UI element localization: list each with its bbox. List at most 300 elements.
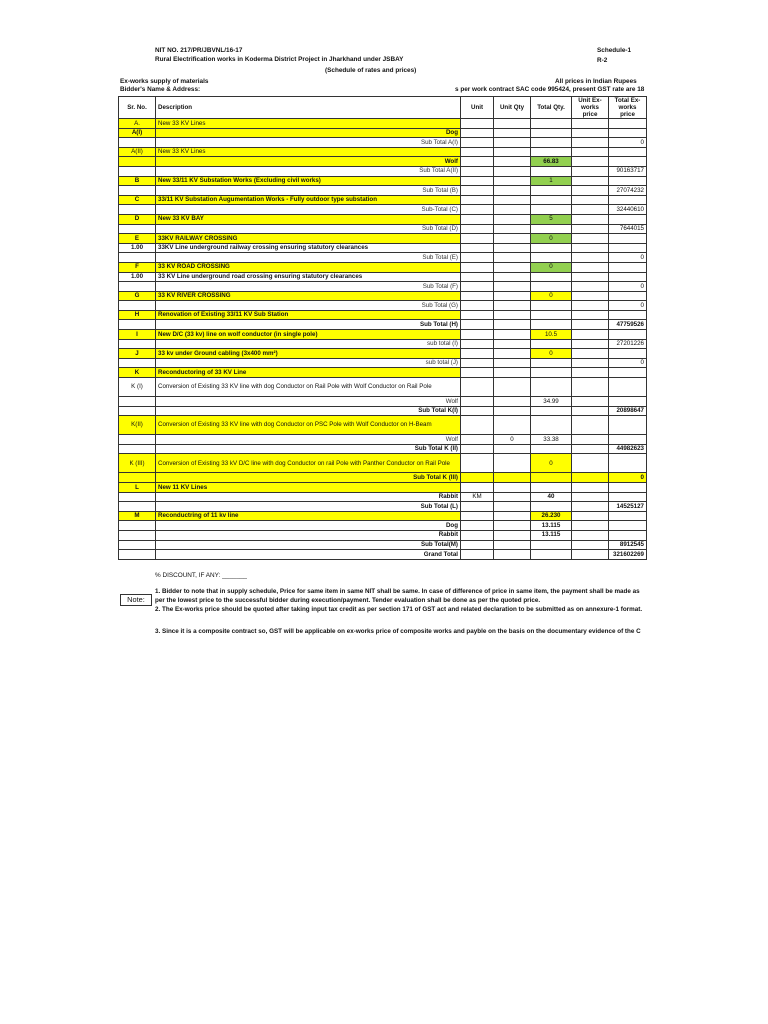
sr-no-cell: K (III) [119,454,156,473]
total-qty-cell [531,368,572,378]
description-cell: Dog [156,128,461,138]
table-row [119,320,647,330]
description-cell: Sub Total K (II) [156,444,461,454]
total-qty-cell [531,147,572,157]
unit-cell [461,368,494,378]
description-cell: Sub-Total (C) [156,205,461,215]
unit-qty-cell [494,416,531,435]
total-price-cell [609,435,647,445]
table-row [119,128,647,138]
sr-no-cell [119,406,156,416]
total-price-cell: 0 [609,358,647,368]
unit-cell [461,406,494,416]
unit-price-cell [572,166,609,176]
unit-cell [461,224,494,234]
supply-heading: Ex-works supply of materials [120,78,209,85]
description-cell: Sub Total (H) [156,320,461,330]
unit-price-cell [572,234,609,244]
schedule-number: Schedule-1 [597,47,632,54]
sr-no-cell [119,320,156,330]
sr-no-cell [119,339,156,349]
description-cell: 33 kv under Ground cabling (3x400 mm²) [156,349,461,359]
unit-cell [461,521,494,531]
note-3: 3. Since it is a composite contract so, GST will be applicable on ex-works price of composite works and payble on the basis on the documentary evidence of the C [155,628,641,635]
unit-cell [461,358,494,368]
sr-no-cell [119,301,156,311]
unit-qty-cell [494,253,531,263]
description-cell: Conversion of Existing 33 KV line with dog Conductor on PSC Pole with Wolf Conductor on H-Beam [156,416,461,435]
unit-qty-cell [494,147,531,157]
table-row [119,330,647,340]
table-row [119,272,647,282]
total-qty-cell [531,119,572,129]
description-cell: Rabbit [156,492,461,502]
sr-no-cell [119,224,156,234]
total-price-cell [609,397,647,407]
unit-price-cell [572,444,609,454]
unit-price-cell [572,119,609,129]
table-row [119,176,647,186]
total-qty-cell: 33.38 [531,435,572,445]
unit-price-cell [572,530,609,540]
description-cell: Conversion of Existing 33 kV D/C line with dog Conductor on rail Pole with Panther Conductor on Rail Pole [156,454,461,473]
unit-cell [461,147,494,157]
note-label: Note: [120,594,152,606]
unit-price-cell [572,320,609,330]
sr-no-cell [119,521,156,531]
total-qty-cell: 66.83 [531,157,572,167]
unit-price-cell [572,435,609,445]
table-row [119,368,647,378]
gst-note: s per work contract SAC code 995424, present GST rate are 18 [455,86,645,93]
unit-price-cell [572,291,609,301]
description-cell: Dog [156,521,461,531]
description-cell: Sub Total(M) [156,540,461,550]
sr-no-cell: I [119,330,156,340]
total-qty-cell: 0 [531,291,572,301]
description-cell: Sub Total K (III) [156,473,461,483]
description-cell: Sub Total A(I) [156,138,461,148]
total-price-cell [609,291,647,301]
unit-cell [461,166,494,176]
description-cell: New 33 KV BAY [156,214,461,224]
unit-qty-cell [494,397,531,407]
description-cell: sub total (J) [156,358,461,368]
total-price-cell [609,378,647,397]
total-qty-cell: 13.115 [531,521,572,531]
total-qty-cell [531,301,572,311]
unit-qty-cell [494,378,531,397]
table-row [119,378,647,397]
total-qty-cell [531,416,572,435]
description-cell: 33 KV Line underground road crossing ensuring statutory clearances [156,272,461,282]
total-price-cell: 27074232 [609,186,647,196]
unit-cell [461,138,494,148]
description-cell: New D/C (33 kv) line on wolf conductor (in single pole) [156,330,461,340]
sr-no-cell [119,138,156,148]
unit-cell [461,502,494,512]
unit-cell [461,540,494,550]
total-qty-cell [531,473,572,483]
unit-price-cell [572,492,609,502]
total-qty-cell: 5 [531,214,572,224]
table-row [119,435,647,445]
table-row [119,444,647,454]
total-qty-cell [531,166,572,176]
total-qty-cell: 26.230 [531,511,572,521]
total-qty-cell [531,205,572,215]
total-qty-cell [531,128,572,138]
unit-qty-cell [494,157,531,167]
unit-cell: KM [461,492,494,502]
description-cell: Sub Total (B) [156,186,461,196]
sr-no-cell [119,157,156,167]
unit-price-cell [572,349,609,359]
unit-qty-cell [494,176,531,186]
unit-cell [461,176,494,186]
total-qty-cell: 10.5 [531,330,572,340]
unit-cell [461,473,494,483]
unit-qty-cell [494,214,531,224]
table-row [119,147,647,157]
unit-price-cell [572,253,609,263]
total-price-cell [609,511,647,521]
description-cell: New 33 KV Lines [156,119,461,129]
unit-qty-cell [494,262,531,272]
total-price-cell: 0 [609,301,647,311]
unit-cell [461,253,494,263]
sr-no-cell [119,473,156,483]
sr-no-cell [119,397,156,407]
table-row [119,301,647,311]
description-cell: Renovation of Existing 33/11 KV Sub Station [156,310,461,320]
sr-no-cell [119,186,156,196]
table-row [119,205,647,215]
col-header-unit-price: Unit Ex-works price [572,97,609,119]
table-header-row [119,97,647,119]
sr-no-cell: M [119,511,156,521]
description-cell: 33KV Line underground railway crossing ensuring statutory clearances [156,243,461,253]
unit-price-cell [572,454,609,473]
nit-number: NIT NO. 217/PR/JBVNL/16-17 [155,47,243,54]
sr-no-cell: C [119,195,156,205]
total-price-cell [609,195,647,205]
unit-price-cell [572,138,609,148]
table-row [119,540,647,550]
table-row [119,339,647,349]
sr-no-cell: K [119,368,156,378]
unit-cell [461,157,494,167]
total-price-cell: 0 [609,253,647,263]
sr-no-cell [119,166,156,176]
description-cell: Sub Total (E) [156,253,461,263]
sr-no-cell: L [119,483,156,493]
schedule-table [118,96,647,560]
unit-cell [461,291,494,301]
total-qty-cell [531,310,572,320]
unit-price-cell [572,205,609,215]
unit-cell [461,511,494,521]
description-cell: Wolf [156,435,461,445]
total-qty-cell [531,186,572,196]
total-qty-cell [531,444,572,454]
total-price-cell: 90163717 [609,166,647,176]
unit-price-cell [572,550,609,560]
table-row [119,234,647,244]
table-row [119,502,647,512]
total-price-cell [609,157,647,167]
total-price-cell [609,128,647,138]
total-qty-cell: 0 [531,349,572,359]
total-qty-cell [531,253,572,263]
total-qty-cell: 13.115 [531,530,572,540]
description-cell: Reconductoring of 33 KV Line [156,368,461,378]
unit-cell [461,282,494,292]
unit-price-cell [572,310,609,320]
total-price-cell [609,530,647,540]
unit-cell [461,378,494,397]
table-row [119,358,647,368]
total-qty-cell: 40 [531,492,572,502]
table-row [119,454,647,473]
total-price-cell: 44982623 [609,444,647,454]
sr-no-cell: A. [119,119,156,129]
sr-no-cell: E [119,234,156,244]
total-qty-cell: 34.99 [531,397,572,407]
total-price-cell: 7644015 [609,224,647,234]
unit-qty-cell [494,301,531,311]
total-price-cell [609,214,647,224]
unit-qty-cell [494,349,531,359]
description-cell: sub total (I) [156,339,461,349]
col-header-total-price: Total Ex-works price [609,97,647,119]
total-qty-cell: 0 [531,234,572,244]
table-row [119,416,647,435]
sr-no-cell [119,530,156,540]
total-price-cell [609,272,647,282]
sr-no-cell: 1.00 [119,243,156,253]
unit-cell [461,195,494,205]
unit-price-cell [572,397,609,407]
unit-qty-cell [494,330,531,340]
unit-qty-cell [494,205,531,215]
total-price-cell: 32440610 [609,205,647,215]
unit-qty-cell [494,540,531,550]
total-price-cell [609,330,647,340]
table-row [119,511,647,521]
total-price-cell: 27201226 [609,339,647,349]
total-price-cell [609,262,647,272]
unit-cell [461,262,494,272]
unit-cell [461,330,494,340]
note-1: 1. Bidder to note that in supply schedule, Price for same item in same NIT shall be same. In case of difference of price in same item, the payment shall be made as per the lowest price to the successful bidder during execution/payment. Tender evaluation shall be done as per the quoted price. [155,588,640,604]
unit-price-cell [572,339,609,349]
total-price-cell [609,310,647,320]
unit-cell [461,119,494,129]
description-cell: 33KV RAILWAY CROSSING [156,234,461,244]
total-price-cell [609,243,647,253]
unit-price-cell [572,473,609,483]
table-row [119,282,647,292]
total-qty-cell [531,224,572,234]
total-price-cell [609,492,647,502]
sr-no-cell: A(I) [119,128,156,138]
description-cell: New 11 KV Lines [156,483,461,493]
unit-cell [461,349,494,359]
total-price-cell [609,147,647,157]
table-row [119,195,647,205]
total-qty-cell [531,406,572,416]
unit-cell [461,205,494,215]
total-price-cell [609,349,647,359]
unit-qty-cell: 0 [494,435,531,445]
description-cell: Sub Total (G) [156,301,461,311]
description-cell: Sub Total (D) [156,224,461,234]
unit-cell [461,310,494,320]
discount-line: % DISCOUNT, IF ANY: _______ [155,572,247,579]
unit-qty-cell [494,358,531,368]
unit-price-cell [572,511,609,521]
total-price-cell: 0 [609,282,647,292]
total-qty-cell [531,138,572,148]
total-price-cell [609,454,647,473]
total-qty-cell [531,320,572,330]
description-cell: Wolf [156,157,461,167]
total-qty-cell [531,502,572,512]
unit-price-cell [572,176,609,186]
sr-no-cell [119,253,156,263]
sr-no-cell [119,205,156,215]
total-price-cell [609,416,647,435]
description-cell: New 33/11 KV Substation Works (Excluding civil works) [156,176,461,186]
unit-qty-cell [494,291,531,301]
unit-price-cell [572,272,609,282]
unit-qty-cell [494,166,531,176]
total-price-cell [609,234,647,244]
unit-price-cell [572,502,609,512]
unit-qty-cell [494,492,531,502]
currency-note: All prices in Indian Rupees [555,78,637,85]
sr-no-cell: B [119,176,156,186]
sr-no-cell [119,444,156,454]
unit-price-cell [572,282,609,292]
table-row [119,138,647,148]
unit-qty-cell [494,310,531,320]
total-price-cell: 20898647 [609,406,647,416]
total-qty-cell [531,243,572,253]
table-row [119,530,647,540]
total-price-cell [609,176,647,186]
unit-qty-cell [494,272,531,282]
unit-cell [461,435,494,445]
col-header-sr-no: Sr. No. [119,97,156,119]
description-cell: 33 KV ROAD CROSSING [156,262,461,272]
unit-qty-cell [494,195,531,205]
unit-price-cell [572,195,609,205]
unit-cell [461,444,494,454]
unit-qty-cell [494,186,531,196]
unit-cell [461,214,494,224]
table-row [119,253,647,263]
unit-qty-cell [494,521,531,531]
table-row [119,214,647,224]
unit-qty-cell [494,128,531,138]
unit-cell [461,454,494,473]
unit-qty-cell [494,502,531,512]
unit-cell [461,128,494,138]
unit-cell [461,530,494,540]
unit-cell [461,186,494,196]
unit-qty-cell [494,444,531,454]
unit-qty-cell [494,119,531,129]
total-qty-cell: 1 [531,176,572,186]
table-row [119,483,647,493]
unit-price-cell [572,540,609,550]
table-row [119,349,647,359]
unit-qty-cell [494,483,531,493]
description-cell: Rabbit [156,530,461,540]
table-row [119,119,647,129]
unit-price-cell [572,243,609,253]
unit-cell [461,234,494,244]
table-row [119,310,647,320]
description-cell: Sub Total (F) [156,282,461,292]
table-row [119,550,647,560]
total-qty-cell [531,339,572,349]
unit-qty-cell [494,320,531,330]
table-row [119,492,647,502]
sr-no-cell [119,502,156,512]
unit-qty-cell [494,530,531,540]
description-cell: Reconductring of 11 kv line [156,511,461,521]
description-cell: 33/11 KV Substation Augumentation Works - Fully outdoor type substation [156,195,461,205]
table-row [119,243,647,253]
total-qty-cell: 0 [531,262,572,272]
unit-cell [461,397,494,407]
unit-cell [461,339,494,349]
unit-price-cell [572,483,609,493]
sr-no-cell: 1.00 [119,272,156,282]
total-price-cell: 8912545 [609,540,647,550]
unit-cell [461,483,494,493]
sr-no-cell [119,550,156,560]
unit-qty-cell [494,224,531,234]
table-row [119,157,647,167]
table-row [119,262,647,272]
unit-price-cell [572,378,609,397]
table-row [119,473,647,483]
unit-qty-cell [494,368,531,378]
total-price-cell [609,119,647,129]
sr-no-cell: J [119,349,156,359]
total-qty-cell [531,272,572,282]
unit-cell [461,320,494,330]
total-price-cell [609,483,647,493]
table-row [119,521,647,531]
description-cell: 33 KV RIVER CROSSING [156,291,461,301]
unit-qty-cell [494,138,531,148]
sr-no-cell [119,282,156,292]
sr-no-cell: H [119,310,156,320]
total-qty-cell [531,540,572,550]
unit-price-cell [572,368,609,378]
unit-price-cell [572,214,609,224]
total-qty-cell [531,358,572,368]
total-qty-cell: 0 [531,454,572,473]
total-price-cell: 0 [609,473,647,483]
col-header-total-qty: Total Qty. [531,97,572,119]
total-price-cell [609,368,647,378]
